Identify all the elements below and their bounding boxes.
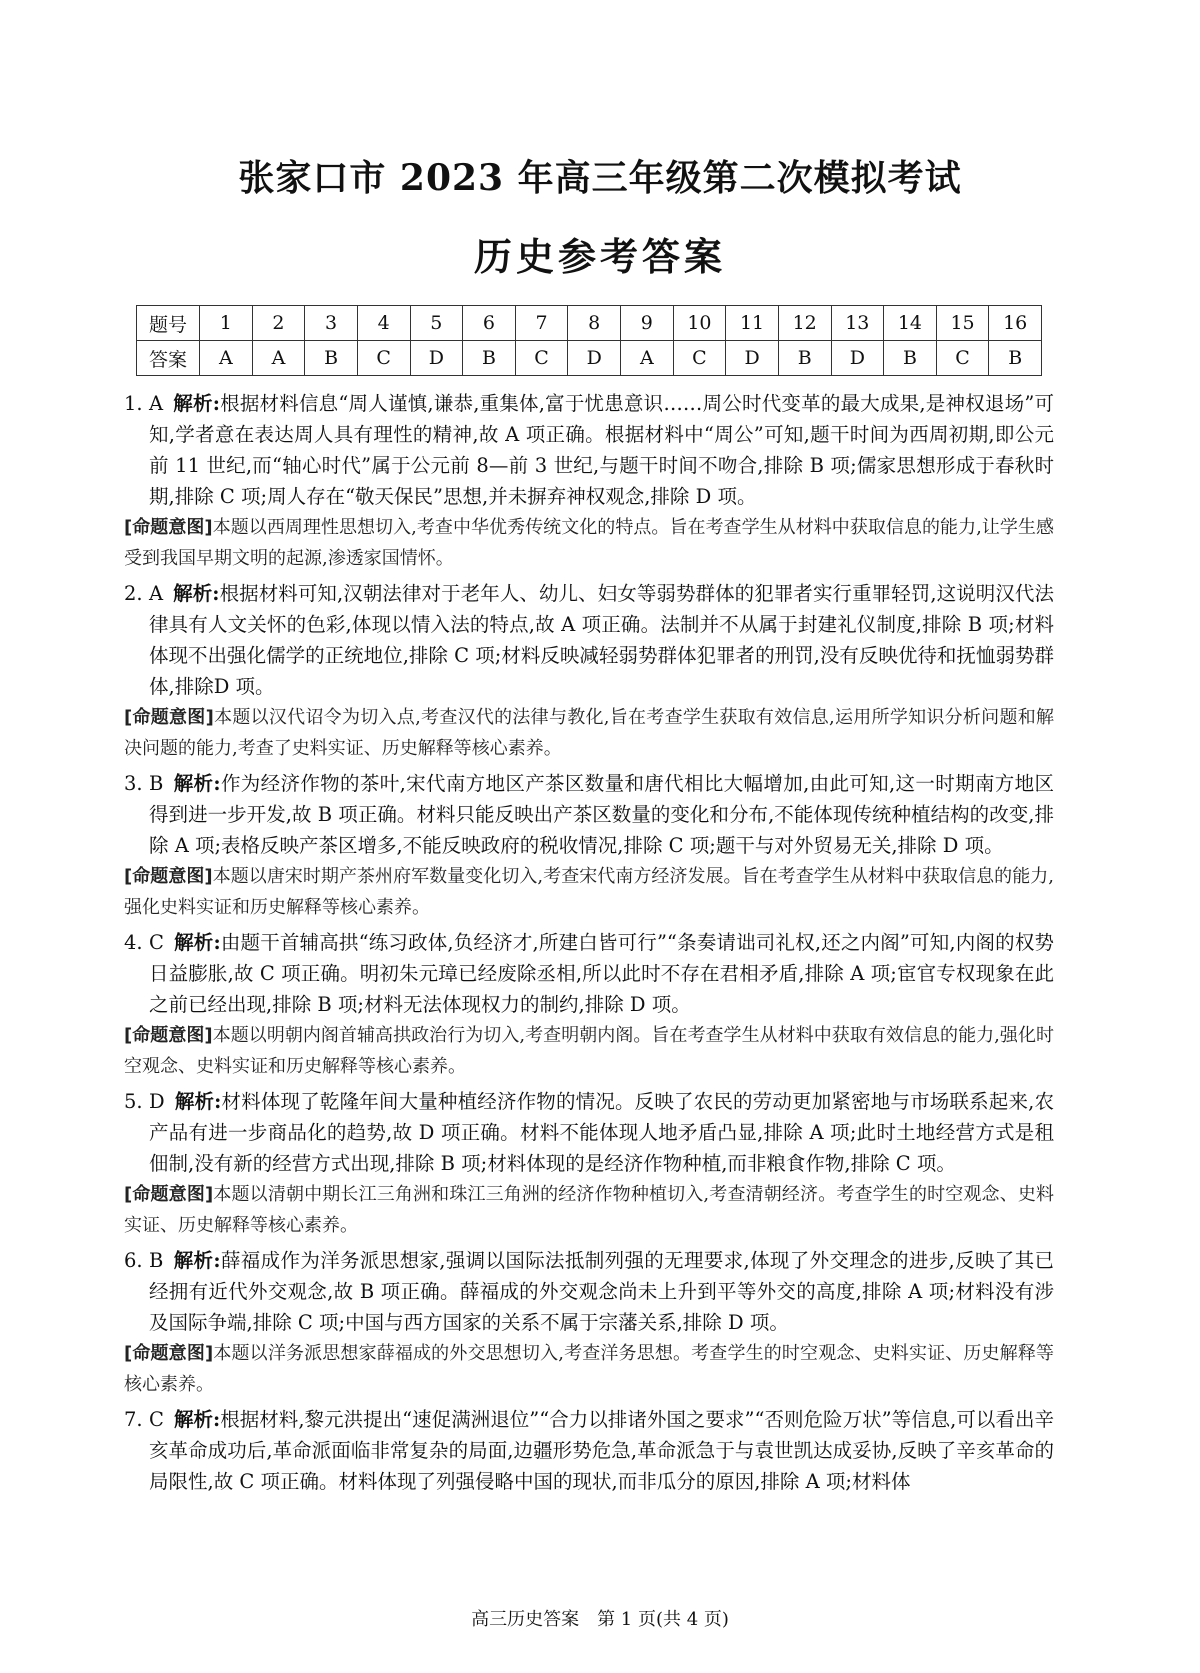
question-number: 2. <box>124 582 143 605</box>
question-number-cell: 14 <box>884 306 937 341</box>
answer-cell: D <box>410 341 463 376</box>
answer-letter: B <box>149 1249 164 1272</box>
answer-letter: B <box>149 772 164 795</box>
question-number: 1. <box>124 392 143 415</box>
question-number: 3. <box>124 772 143 795</box>
answer-cell: C <box>936 341 989 376</box>
question-number: 4. <box>124 931 143 954</box>
question-number-cell: 8 <box>568 306 621 341</box>
intent-text: 本题以西周理性思想切入,考查中华优秀传统文化的特点。旨在考查学生从材料中获取信息的能力,让学生感受到我国早期文明的起源,渗透家国情怀。 <box>124 517 1054 569</box>
answer-cell: B <box>463 341 516 376</box>
intent-label: [命题意图] <box>124 1025 213 1046</box>
answer-cell: B <box>989 341 1042 376</box>
page-title: 张家口市 2023 年高三年级第二次模拟考试 <box>238 157 962 199</box>
analysis-text: 作为经济作物的茶叶,宋代南方地区产茶区数量和唐代相比大幅增加,由此可知,这一时期南方地区得到进一步开发,故 B 项正确。材料只能反映出产茶区数量的变化和分布,不能体现传统种植结构的改变,排除 A 项;表格反映产茶区增多,不能反映政府的税收情况,排除 C 项;题干与对外贸易无关,排除 D 项。 <box>149 772 1054 857</box>
answer-cell: B <box>884 341 937 376</box>
analysis-text: 根据材料可知,汉朝法律对于老年人、幼儿、妇女等弱势群体的犯罪者实行重罪轻罚,这说明汉代法律具有人文关怀的色彩,体现以情入法的特点,故 A 项正确。法制并不从属于封建礼仪制度,排除 B 项;材料体现不出强化儒学的正统地位,排除 C 项;材料反映减轻弱势群体犯罪者的刑罚,没有反映优待和抚恤弱势群体,排除D 项。 <box>149 582 1054 698</box>
analysis-label: 解析: <box>173 1408 221 1431</box>
explanation-paragraph <box>124 927 1054 1020</box>
answer-letter: A <box>149 392 164 415</box>
answer-cell: A <box>621 341 674 376</box>
explanation-item <box>124 1404 1054 1497</box>
intent-text: 本题以汉代诏令为切入点,考查汉代的法律与教化,旨在考查学生获取有效信息,运用所学知识分析问题和解决问题的能力,考查了史料实证、历史解释等核心素养。 <box>124 707 1054 759</box>
answer-cell: D <box>568 341 621 376</box>
analysis-label: 解析: <box>173 582 220 605</box>
explanation-paragraph <box>124 1404 1054 1497</box>
answer-cell: D <box>831 341 884 376</box>
intent-paragraph <box>124 861 1054 923</box>
question-number-cell: 4 <box>357 306 410 341</box>
answer-cell: B <box>305 341 358 376</box>
explanation-paragraph <box>124 1245 1054 1338</box>
answer-label: 答案 <box>137 341 200 376</box>
intent-label: [命题意图] <box>124 517 213 538</box>
question-number-label: 题号 <box>137 306 200 341</box>
explanation-item <box>124 927 1054 1082</box>
explanation-paragraph <box>124 1086 1054 1179</box>
question-number: 6. <box>124 1249 143 1272</box>
question-number-cell: 3 <box>305 306 358 341</box>
answer-cell: C <box>515 341 568 376</box>
question-number-cell: 16 <box>989 306 1042 341</box>
intent-text: 本题以洋务派思想家薛福成的外交思想切入,考查洋务思想。考查学生的时空观念、史料实证、历史解释等核心素养。 <box>124 1343 1055 1395</box>
explanation-item <box>124 388 1054 574</box>
answer-cell: A <box>252 341 305 376</box>
page-subtitle: 历史参考答案 <box>473 234 726 279</box>
analysis-label: 解析: <box>173 392 220 415</box>
question-number: 5. <box>124 1090 143 1113</box>
answer-row <box>137 341 1042 376</box>
explanation-item <box>124 578 1054 764</box>
intent-paragraph <box>124 702 1054 764</box>
question-number-cell: 11 <box>726 306 779 341</box>
explanations <box>124 388 1054 1501</box>
analysis-text: 根据材料,黎元洪提出“速促满洲退位”“合力以排诸外国之要求”“否则危险万状”等信息,可以看出辛亥革命成功后,革命派面临非常复杂的局面,边疆形势危急,革命派急于与袁世凯达成妥协,反映了辛亥革命的局限性,故 C 项正确。材料体现了列强侵略中国的现状,而非瓜分的原因,排除 A 项;材料体 <box>149 1408 1054 1493</box>
question-number-cell: 15 <box>936 306 989 341</box>
intent-text: 本题以唐宋时期产茶州府军数量变化切入,考查宋代南方经济发展。旨在考查学生从材料中获取信息的能力,强化史料实证和历史解释等核心素养。 <box>124 866 1054 918</box>
intent-label: [命题意图] <box>124 1343 214 1364</box>
answer-cell: C <box>357 341 410 376</box>
question-number-cell: 10 <box>673 306 726 341</box>
analysis-text: 根据材料信息“周人谨慎,谦恭,重集体,富于忧患意识……周公时代变革的最大成果,是神权退场”可知,学者意在表达周人具有理性的精神,故 A 项正确。根据材料中“周公”可知,题干时间为西周初期,即公元前 11 世纪,而“轴心时代”属于公元前 8—前 3 世纪,与题干时间不吻合,排除 B 项;儒家思想形成于春秋时期,排除 C 项;周人存在“敬天保民”思想,并未摒弃神权观念,排除 D 项。 <box>149 392 1055 508</box>
analysis-text: 由题干首辅高拱“练习政体,负经济才,所建白皆可行”“条奏请诎司礼权,还之内阁”可知,内阁的权势日益膨胀,故 C 项正确。明初朱元璋已经废除丞相,所以此时不存在君相矛盾,排除 A 项;宦官专权现象在此之前已经出现,排除 B 项;材料无法体现权力的制约,排除 D 项。 <box>149 931 1054 1016</box>
answer-letter: D <box>149 1090 165 1113</box>
answer-cell: D <box>726 341 779 376</box>
intent-paragraph <box>124 1020 1054 1082</box>
explanation-item <box>124 1245 1054 1400</box>
answer-letter: C <box>149 931 164 954</box>
question-number-cell: 9 <box>621 306 674 341</box>
question-number-cell: 12 <box>778 306 831 341</box>
explanation-paragraph <box>124 578 1054 702</box>
explanation-item <box>124 768 1054 923</box>
analysis-label: 解析: <box>173 931 221 954</box>
intent-label: [命题意图] <box>124 866 213 887</box>
analysis-text: 薛福成作为洋务派思想家,强调以国际法抵制列强的无理要求,体现了外交理念的进步,反映了其已经拥有近代外交观念,故 B 项正确。薛福成的外交观念尚未上升到平等外交的高度,排除 A 项;材料没有涉及国际争端,排除 C 项;中国与西方国家的关系不属于宗藩关系,排除 D 项。 <box>149 1249 1054 1334</box>
answer-cell: B <box>778 341 831 376</box>
explanation-item <box>124 1086 1054 1241</box>
answer-cell: A <box>200 341 253 376</box>
explanation-paragraph <box>124 768 1054 861</box>
intent-label: [命题意图] <box>124 707 214 728</box>
answer-letter: A <box>149 582 164 605</box>
question-number-cell: 2 <box>252 306 305 341</box>
question-number-cell: 1 <box>200 306 253 341</box>
question-number-row <box>137 306 1042 341</box>
answer-key-table <box>136 305 1042 376</box>
answer-letter: C <box>149 1408 164 1431</box>
intent-paragraph <box>124 512 1054 574</box>
explanation-paragraph <box>124 388 1054 512</box>
page-footer: 高三历史答案 第 1 页(共 4 页) <box>471 1609 729 1630</box>
intent-text: 本题以清朝中期长江三角洲和珠江三角洲的经济作物种植切入,考查清朝经济。考查学生的时空观念、史料实证、历史解释等核心素养。 <box>124 1184 1055 1236</box>
analysis-text: 材料体现了乾隆年间大量种植经济作物的情况。反映了农民的劳动更加紧密地与市场联系起来,农产品有进一步商品化的趋势,故 D 项正确。材料不能体现人地矛盾凸显,排除 A 项;此时土地经营方式是租佃制,没有新的经营方式出现,排除 B 项;材料体现的是经济作物种植,而非粮食作物,排除 C 项。 <box>149 1090 1054 1175</box>
intent-text: 本题以明朝内阁首辅高拱政治行为切入,考查明朝内阁。旨在考查学生从材料中获取有效信息的能力,强化时空观念、史料实证和历史解释等核心素养。 <box>124 1025 1054 1077</box>
intent-label: [命题意图] <box>124 1184 214 1205</box>
question-number-cell: 5 <box>410 306 463 341</box>
question-number-cell: 7 <box>515 306 568 341</box>
question-number-cell: 13 <box>831 306 884 341</box>
question-number: 7. <box>124 1408 143 1431</box>
intent-paragraph <box>124 1338 1054 1400</box>
answer-cell: C <box>673 341 726 376</box>
question-number-cell: 6 <box>463 306 516 341</box>
analysis-label: 解析: <box>173 1249 221 1272</box>
intent-paragraph <box>124 1179 1054 1241</box>
analysis-label: 解析: <box>174 1090 222 1113</box>
analysis-label: 解析: <box>173 772 221 795</box>
